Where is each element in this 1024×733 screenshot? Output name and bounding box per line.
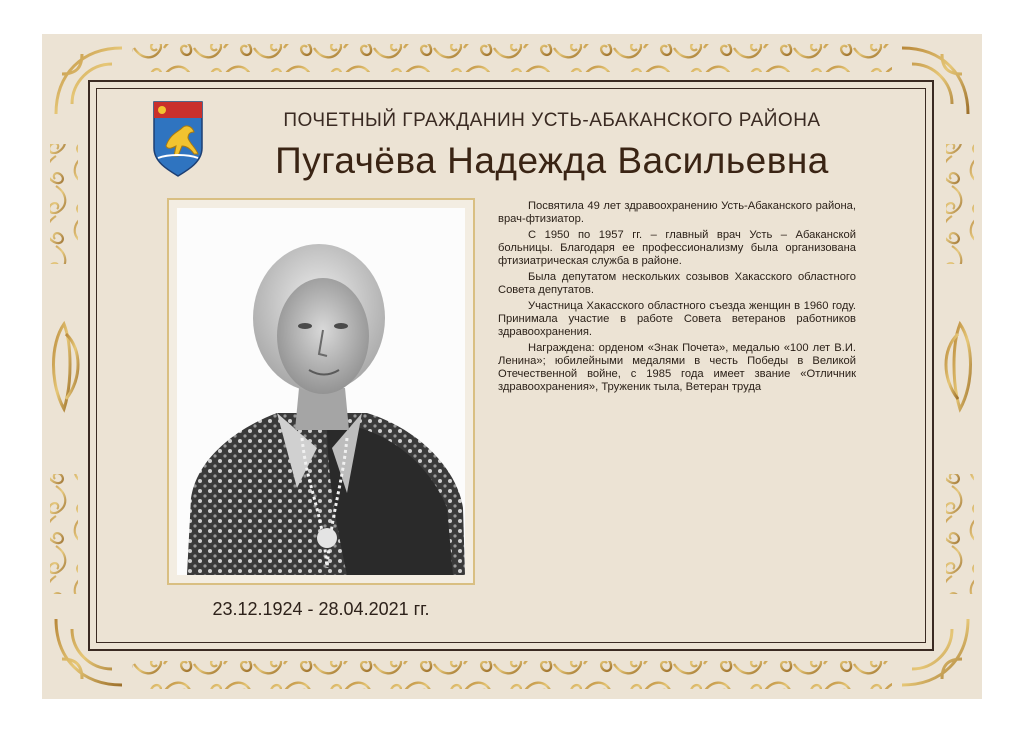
honorary-citizen-title: ПОЧЕТНЫЙ ГРАЖДАНИН УСТЬ-АБАКАНСКОГО РАЙОНА (283, 110, 821, 131)
person-name: Пугачёва Надежда Васильевна (275, 140, 829, 181)
bio-paragraph: Посвятила 49 лет здравоохранению Усть-Абаканского района, врач-фтизиатор. (498, 200, 856, 225)
bio-paragraph: Награждена: орденом «Знак Почета», медалью «100 лет В.И. Ленина»; юбилейными медалями в честь Победы в Великой Отечественной войне, с 1985 года имеет звание «Отличник здравоохранения», Труженик тыла, Ветеран труда (498, 342, 856, 393)
memorial-plaque (42, 34, 982, 699)
bio-paragraph: Участница Хакасского областного съезда женщин в 1960 году. Принимала участие в работе Совета ветеранов работников здравоохранения. (498, 300, 856, 338)
portrait-frame (167, 198, 475, 585)
biography (498, 200, 856, 397)
bio-paragraph: Была депутатом нескольких созывов Хакасского областного Совета депутатов. (498, 271, 856, 296)
portrait-photo (177, 208, 465, 575)
life-dates: 23.12.1924 - 28.04.2021 гг. (212, 599, 430, 619)
bio-paragraph: С 1950 по 1957 гг. – главный врач Усть – Абаканской больницы. Благодаря ее профессионализму была организована фтизиатрическая служба в районе. (498, 229, 856, 267)
coat-of-arms-icon (152, 98, 204, 178)
